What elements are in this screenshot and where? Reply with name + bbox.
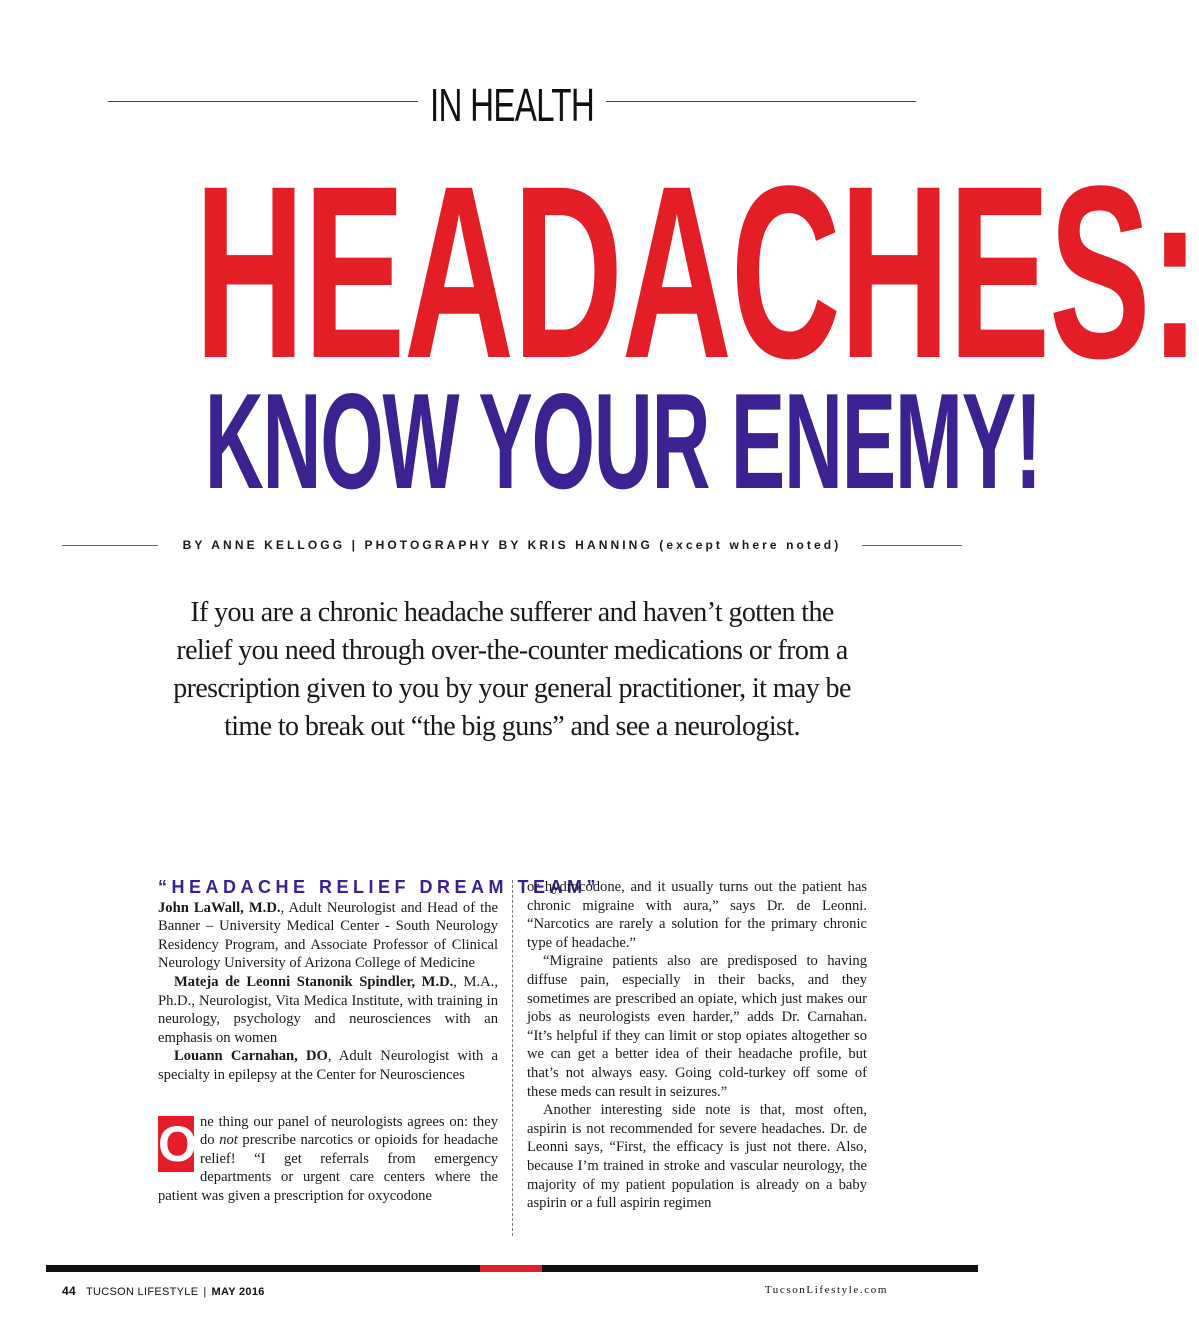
drop-cap: O — [158, 1115, 197, 1172]
lead-text-b: prescribe narcotics or opioids for headache relief! “I get referrals from emergency departments or urgent care centers where the patient was given a prescription for oxycodone — [158, 1132, 498, 1204]
column-right — [527, 878, 867, 1213]
column-divider — [512, 880, 513, 1236]
panel-desc: , Adult Neurologist and Head of the Banner – University Medical Center - South Neurology Residency Program, and Associate Professor of Clinical Neurology University of Arizona College of Medicine — [158, 899, 499, 972]
panel-name: Louann Carnahan, DO — [174, 1048, 328, 1065]
issue-date: MAY 2016 — [211, 1286, 265, 1298]
headline-sub: KNOW YOUR ENEMY! — [204, 365, 1041, 517]
panel-entry — [158, 899, 498, 973]
body-paragraph: or hydrocodone, and it usually turns out the patient has chronic migraine with aura,” says Dr. de Leonni. “Narcotics are rarely a solution for the primary chronic type of headache.” — [527, 879, 867, 951]
panel-name: John LaWall, M.D. — [158, 899, 281, 916]
page-number: 44 — [62, 1284, 76, 1298]
body-paragraph: “Migraine patients also are predisposed to having diffuse pain, especially in their backs, and they sometimes are prescribed an opiate, which just makes our jobs as neurologists even harder,” adds Dr. Carnahan. “It’s helpful if they can limit or stop opiates altogether so we can get a better idea of their headache profile, but that’s not always easy. Going cold-turkey off some of these meds can result in seizures.” — [527, 953, 867, 1100]
lead-emphasis: not — [219, 1132, 238, 1149]
website: TucsonLifestyle.com — [764, 1284, 888, 1296]
sidebar-title: “HEADACHE RELIEF DREAM TEAM” — [158, 877, 601, 897]
column-left — [158, 877, 601, 1206]
headline-main: HEADACHES: — [194, 135, 1199, 410]
panel-desc: , M.A., Ph.D., Neurologist, Vita Medica Institute, with training in neurology, psychology and neurosciences with an emphasis on women — [158, 973, 498, 1046]
intro-deck: If you are a chronic headache sufferer and haven’t gotten the relief you need through over-the-counter medications or from a prescription given to you by your general practitioner, it may be time to break out “the big guns” and see a neurologist. — [173, 597, 851, 742]
footer-separator: | — [203, 1286, 207, 1298]
footer-folio — [62, 1284, 265, 1298]
footer-accent — [480, 1265, 542, 1272]
panel-entry — [158, 1047, 498, 1084]
panel-desc: , Adult Neurologist with a specialty in epilepsy at the Center for Neurosciences — [158, 1048, 498, 1083]
byline: BY ANNE KELLOGG | PHOTOGRAPHY BY KRIS HANNING (except where noted) — [182, 538, 842, 552]
panel-name: Mateja de Leonni Stanonik Spindler, M.D. — [174, 973, 454, 990]
body-paragraph: Another interesting side note is that, most often, aspirin is not recommended for severe headaches. Dr. de Leonni says, “First, the efficacy is just not there. Also, because I’m trained in stroke and vascular neurology, the majority of my patient population is already on a baby aspirin or a full aspirin regimen — [527, 1102, 867, 1212]
lead-text-a: ne thing our panel of neurologists agrees on: they do — [200, 1113, 498, 1149]
lead-paragraph — [158, 1113, 498, 1206]
panel-entry — [158, 973, 498, 1047]
publication-name: TUCSON LIFESTYLE — [85, 1286, 199, 1298]
section-label: IN HEALTH — [429, 79, 595, 131]
